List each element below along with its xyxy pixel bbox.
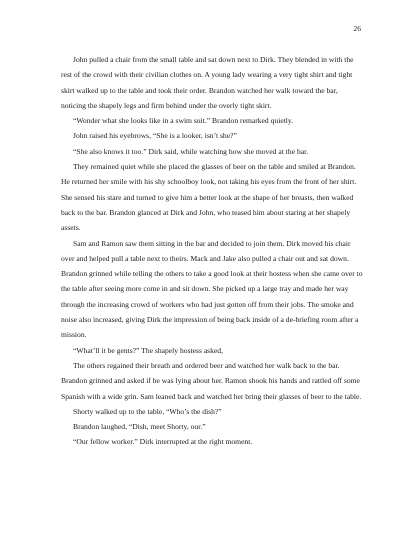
paragraph: “Our fellow worker.” Dirk interrupted at the right moment. [73,437,253,447]
paragraph: Brandon laughed, “Dish, meet Shorty, our.” [73,422,206,432]
page-number: 26 [353,24,361,33]
paragraph: The others regained their breath and ordered beer and watched her walk back to the bar. Brandon grinned and asked if he was lying about her. Ramon shook his hands and rattled off some Spanish with a wide grin. Sam leaned back and watched her bring their glasses of beer to the table. [61,360,362,401]
paragraph: John pulled a chair from the small table and sat down next to Dirk. They blended in with the rest of the crowd with their civilian clothes on. A young lady wearing a very tight shirt and tight skirt walked up to the table and took their order. Brandon watched her walk toward the bar, noticing the shapely legs and firm behind under the overly tight skirt. [61,55,354,110]
paragraph: “What’ll it be gents?” The shapely hostess asked, [73,345,224,355]
paragraph: Sam and Ramon saw them sitting in the bar and decided to join them. Dirk moved his chair over and helped pull a table next to theirs. Mack and Jake also pulled a chair out and sat down. Brandon grinned while telling the others to take a good look at their hostess when she came over to the table after seeing more come in and sit down. She picked up a large tray and made her way through the increasing crowd of workers who had just gotten off from their jobs. The smoke and noise also increased, giving Dirk the impression of being back inside of a de-briefing room after a mission. [61,238,363,340]
paragraph: “Wonder what she looks like in a swim suit.” Brandon remarked quietly. [73,116,294,126]
paragraph: “She also knows it too.” Dirk said, while watching how she moved at the bar. [73,146,309,156]
paragraph: They remained quiet while she placed the glasses of beer on the table and smiled at Brandon. He returned her smile with his shy schoolboy look, not taking his eyes from the front of her shirt. She sensed his stare and turned to give him a better look at the shape of her breasts, then walked back to the bar. Brandon glanced at Dirk and John, who teased him about staring at her shapely assets. [61,162,357,233]
paragraph: Shorty walked up to the table, “Who’s the dish?” [73,406,222,416]
body-text [61,52,363,450]
paragraph: John raised his eyebrows, “She is a looker, isn’t she?” [73,131,237,141]
